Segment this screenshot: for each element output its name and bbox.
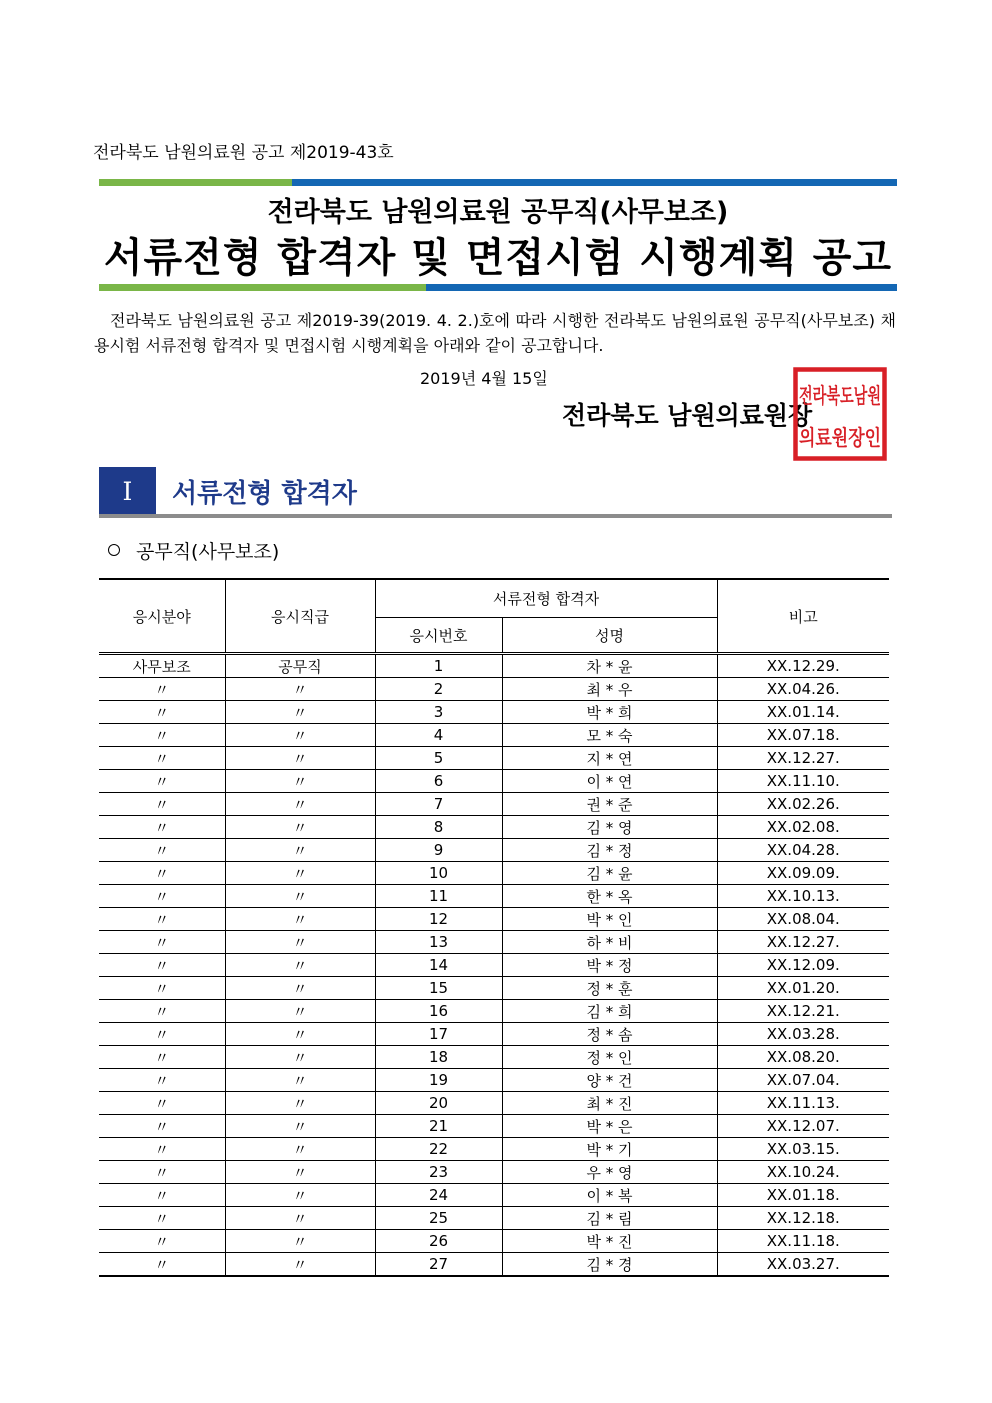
- section-rule: [99, 514, 892, 518]
- cell-name: 모 * 숙: [502, 724, 717, 747]
- notice-number: 전라북도 남원의료원 공고 제2019-43호: [93, 143, 394, 163]
- cell-note: XX.11.13.: [717, 1092, 889, 1115]
- cell-note: XX.01.20.: [717, 977, 889, 1000]
- table-row: [99, 770, 889, 793]
- cell-note: XX.04.28.: [717, 839, 889, 862]
- table-row: [99, 885, 889, 908]
- title-line1: 전라북도 남원의료원 공무직(사무보조): [267, 197, 729, 228]
- table-row: [99, 908, 889, 931]
- cell-note: XX.12.21.: [717, 1000, 889, 1023]
- cell-name: 이 * 복: [502, 1184, 717, 1207]
- cell-name: 지 * 연: [502, 747, 717, 770]
- cell-grade: 〃: [225, 701, 375, 724]
- cell-note: XX.12.27.: [717, 747, 889, 770]
- cell-field: 〃: [99, 1138, 225, 1161]
- cell-field: 〃: [99, 770, 225, 793]
- cell-field: 〃: [99, 701, 225, 724]
- cell-note: XX.08.20.: [717, 1046, 889, 1069]
- official-seal-icon: [793, 367, 887, 461]
- cell-number: 22: [375, 1138, 502, 1161]
- cell-name: 양 * 건: [502, 1069, 717, 1092]
- cell-field: 〃: [99, 1115, 225, 1138]
- cell-grade: 〃: [225, 954, 375, 977]
- cell-field: 〃: [99, 1092, 225, 1115]
- cell-name: 정 * 훈: [502, 977, 717, 1000]
- cell-note: XX.01.14.: [717, 701, 889, 724]
- cell-name: 박 * 정: [502, 954, 717, 977]
- cell-field: 〃: [99, 1253, 225, 1277]
- table-row: [99, 1046, 889, 1069]
- table-row: [99, 1000, 889, 1023]
- table-row: [99, 1092, 889, 1115]
- cell-grade: 〃: [225, 1069, 375, 1092]
- cell-note: XX.12.09.: [717, 954, 889, 977]
- cell-number: 1: [375, 654, 502, 678]
- cell-grade: 〃: [225, 1253, 375, 1277]
- cell-grade: 공무직: [225, 654, 375, 678]
- cell-number: 20: [375, 1092, 502, 1115]
- cell-field: 〃: [99, 1184, 225, 1207]
- cell-number: 12: [375, 908, 502, 931]
- section-number: I: [122, 476, 133, 506]
- cell-grade: 〃: [225, 793, 375, 816]
- cell-field: 〃: [99, 1207, 225, 1230]
- cell-grade: 〃: [225, 931, 375, 954]
- cell-field: 〃: [99, 885, 225, 908]
- cell-name: 권 * 준: [502, 793, 717, 816]
- cell-note: XX.01.18.: [717, 1184, 889, 1207]
- cell-field: 〃: [99, 1161, 225, 1184]
- table-row: [99, 724, 889, 747]
- table-row: [99, 1230, 889, 1253]
- cell-number: 8: [375, 816, 502, 839]
- cell-number: 6: [375, 770, 502, 793]
- cell-note: XX.11.18.: [717, 1230, 889, 1253]
- date-line: 2019년 4월 15일: [420, 369, 548, 388]
- cell-note: XX.04.26.: [717, 678, 889, 701]
- cell-grade: 〃: [225, 1046, 375, 1069]
- cell-number: 23: [375, 1161, 502, 1184]
- cell-name: 정 * 솜: [502, 1023, 717, 1046]
- table-row: [99, 654, 889, 678]
- table-row: [99, 1069, 889, 1092]
- cell-note: XX.09.09.: [717, 862, 889, 885]
- cell-field: 〃: [99, 678, 225, 701]
- cell-number: 11: [375, 885, 502, 908]
- cell-number: 27: [375, 1253, 502, 1277]
- cell-note: XX.03.15.: [717, 1138, 889, 1161]
- section-title: 서류전형 합격자: [172, 479, 357, 509]
- cell-number: 25: [375, 1207, 502, 1230]
- cell-field: 〃: [99, 724, 225, 747]
- cell-grade: 〃: [225, 1023, 375, 1046]
- top-bar-green: [99, 179, 292, 186]
- table-row: [99, 977, 889, 1000]
- table-row: [99, 793, 889, 816]
- cell-field: 〃: [99, 862, 225, 885]
- table-row: [99, 1161, 889, 1184]
- cell-field: 〃: [99, 1000, 225, 1023]
- table-row: [99, 1184, 889, 1207]
- cell-name: 최 * 우: [502, 678, 717, 701]
- cell-grade: 〃: [225, 1230, 375, 1253]
- cell-field: 〃: [99, 931, 225, 954]
- cell-grade: 〃: [225, 1092, 375, 1115]
- cell-note: XX.02.26.: [717, 793, 889, 816]
- bottom-bar-green: [99, 284, 426, 291]
- header-group: 서류전형 합격자: [375, 579, 717, 618]
- cell-name: 김 * 정: [502, 839, 717, 862]
- cell-field: 〃: [99, 1230, 225, 1253]
- cell-name: 박 * 희: [502, 701, 717, 724]
- cell-name: 이 * 연: [502, 770, 717, 793]
- cell-number: 19: [375, 1069, 502, 1092]
- cell-grade: 〃: [225, 1207, 375, 1230]
- cell-number: 15: [375, 977, 502, 1000]
- table-row: [99, 862, 889, 885]
- cell-note: XX.12.29.: [717, 654, 889, 678]
- cell-field: 〃: [99, 1046, 225, 1069]
- sub-heading-text: 공무직(사무보조): [136, 541, 280, 563]
- cell-name: 한 * 옥: [502, 885, 717, 908]
- cell-grade: 〃: [225, 885, 375, 908]
- cell-number: 17: [375, 1023, 502, 1046]
- circle-bullet-icon: [108, 544, 120, 556]
- section-number-badge: [99, 467, 156, 515]
- table-row: [99, 816, 889, 839]
- cell-note: XX.12.27.: [717, 931, 889, 954]
- results-table: [99, 578, 889, 1277]
- cell-note: XX.02.08.: [717, 816, 889, 839]
- cell-name: 우 * 영: [502, 1161, 717, 1184]
- cell-name: 김 * 희: [502, 1000, 717, 1023]
- cell-note: XX.10.24.: [717, 1161, 889, 1184]
- cell-note: XX.11.10.: [717, 770, 889, 793]
- cell-field: 〃: [99, 839, 225, 862]
- table-row: [99, 839, 889, 862]
- results-body: [99, 654, 889, 1277]
- cell-number: 18: [375, 1046, 502, 1069]
- table-row: [99, 931, 889, 954]
- cell-note: XX.07.18.: [717, 724, 889, 747]
- cell-number: 21: [375, 1115, 502, 1138]
- cell-grade: 〃: [225, 1184, 375, 1207]
- bottom-bar-blue: [426, 284, 897, 291]
- header-name: 성명: [502, 618, 717, 654]
- cell-grade: 〃: [225, 1161, 375, 1184]
- cell-field: 〃: [99, 908, 225, 931]
- table-row: [99, 747, 889, 770]
- cell-name: 김 * 윤: [502, 862, 717, 885]
- cell-field: 〃: [99, 977, 225, 1000]
- cell-name: 김 * 림: [502, 1207, 717, 1230]
- header-field: 응시분야: [99, 579, 225, 654]
- cell-note: XX.07.04.: [717, 1069, 889, 1092]
- top-bar-blue: [292, 179, 897, 186]
- cell-note: XX.03.28.: [717, 1023, 889, 1046]
- cell-number: 16: [375, 1000, 502, 1023]
- cell-number: 4: [375, 724, 502, 747]
- table-row: [99, 1253, 889, 1277]
- cell-note: XX.12.18.: [717, 1207, 889, 1230]
- cell-field: 〃: [99, 747, 225, 770]
- cell-number: 10: [375, 862, 502, 885]
- cell-name: 김 * 경: [502, 1253, 717, 1277]
- title-line2: 서류전형 합격자 및 면접시험 시행계획 공고: [103, 235, 893, 281]
- cell-name: 하 * 비: [502, 931, 717, 954]
- cell-name: 정 * 인: [502, 1046, 717, 1069]
- header-grade: 응시직급: [225, 579, 375, 654]
- cell-field: 〃: [99, 1023, 225, 1046]
- table-row: [99, 678, 889, 701]
- cell-number: 3: [375, 701, 502, 724]
- cell-grade: 〃: [225, 747, 375, 770]
- table-row: [99, 1207, 889, 1230]
- cell-name: 박 * 은: [502, 1115, 717, 1138]
- cell-name: 박 * 인: [502, 908, 717, 931]
- issuer-name: 전라북도 남원의료원장: [562, 401, 813, 430]
- header-note: 비고: [717, 579, 889, 654]
- cell-number: 2: [375, 678, 502, 701]
- cell-grade: 〃: [225, 977, 375, 1000]
- cell-grade: 〃: [225, 770, 375, 793]
- cell-note: XX.12.07.: [717, 1115, 889, 1138]
- cell-grade: 〃: [225, 1138, 375, 1161]
- cell-grade: 〃: [225, 908, 375, 931]
- table-row: [99, 1138, 889, 1161]
- cell-name: 최 * 진: [502, 1092, 717, 1115]
- intro-text: 전라북도 남원의료원 공고 제2019-39(2019. 4. 2.)호에 따라 시행한 전라북도 남원의료원 공무직(사무보조) 채용시험 서류전형 합격자 및 면접시험 시행계획을 아래와 같이 공고합니다.: [94, 311, 896, 355]
- header-number: 응시번호: [375, 618, 502, 654]
- table-row: [99, 1023, 889, 1046]
- cell-name: 박 * 진: [502, 1230, 717, 1253]
- cell-number: 7: [375, 793, 502, 816]
- table-row: [99, 954, 889, 977]
- table-row: [99, 701, 889, 724]
- cell-number: 14: [375, 954, 502, 977]
- cell-grade: 〃: [225, 724, 375, 747]
- cell-field: 〃: [99, 1069, 225, 1092]
- sub-heading: [108, 537, 279, 564]
- svg-text:의료원장인: 의료원장인: [799, 426, 881, 450]
- cell-note: XX.08.04.: [717, 908, 889, 931]
- cell-field: 사무보조: [99, 654, 225, 678]
- cell-grade: 〃: [225, 678, 375, 701]
- cell-name: 김 * 영: [502, 816, 717, 839]
- cell-name: 박 * 기: [502, 1138, 717, 1161]
- cell-grade: 〃: [225, 1115, 375, 1138]
- cell-field: 〃: [99, 816, 225, 839]
- table-row: [99, 1115, 889, 1138]
- cell-grade: 〃: [225, 862, 375, 885]
- cell-grade: 〃: [225, 839, 375, 862]
- cell-number: 9: [375, 839, 502, 862]
- cell-grade: 〃: [225, 1000, 375, 1023]
- cell-number: 26: [375, 1230, 502, 1253]
- cell-note: XX.03.27.: [717, 1253, 889, 1277]
- cell-field: 〃: [99, 793, 225, 816]
- cell-number: 5: [375, 747, 502, 770]
- cell-grade: 〃: [225, 816, 375, 839]
- cell-note: XX.10.13.: [717, 885, 889, 908]
- cell-number: 13: [375, 931, 502, 954]
- cell-number: 24: [375, 1184, 502, 1207]
- cell-name: 차 * 윤: [502, 654, 717, 678]
- cell-field: 〃: [99, 954, 225, 977]
- svg-text:전라북도남원: 전라북도남원: [799, 384, 881, 408]
